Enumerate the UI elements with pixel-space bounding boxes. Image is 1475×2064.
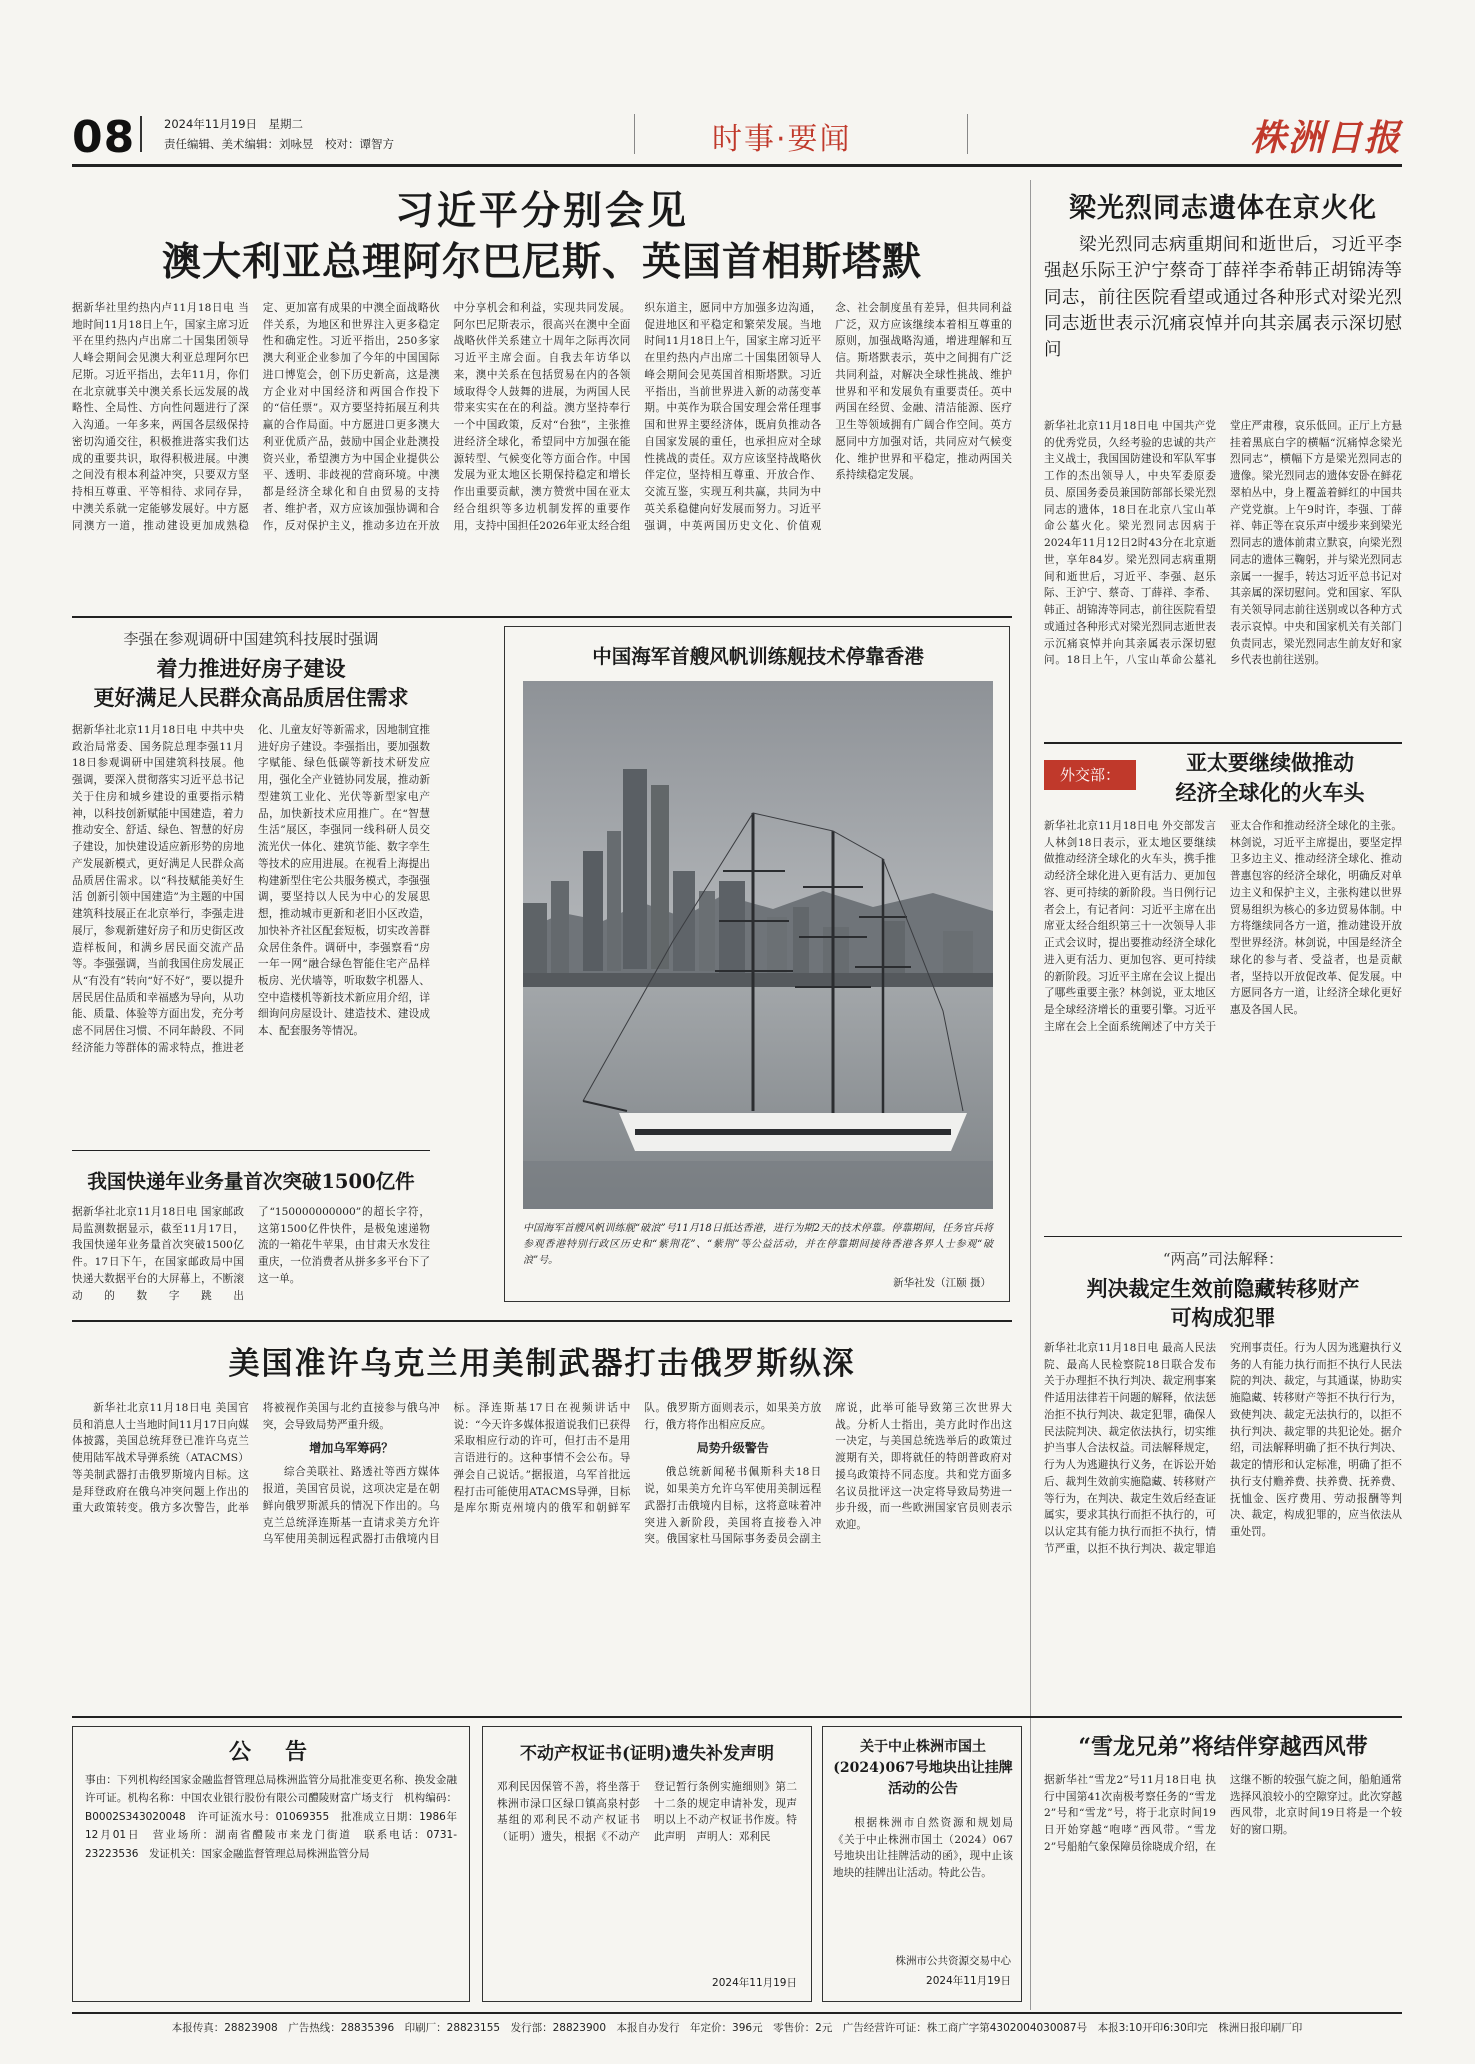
globalization-article-body: 新华社北京11月18日电 外交部发言人林剑18日表示，亚太地区要继续做推动经济全球化的火车头，携手推动经济全球化进入更有活力、更加包容、更可持续的新阶段。当日例行记者会上，有记者问：习近平主席在出席亚太经合组织第三十一次领导人非正式会议时，提出要推动经济全球化进入更有活力、更加包容、更可持续的新阶段。习近平主席在会议上提出了哪些重要主张？林剑说，亚太地区是全球经济增长的重要引擎。习近平主席在会上全面系统阐述了中方关于亚太合作和推动经济全球化的主张。林剑说，习近平主席提出，要坚定捍卫多边主义、推动经济全球化、推动普惠包容的经济全球化，明确反对单边主义和保护主义，主张构建以世界贸易组织为核心的多边贸易体制。中方将继续同各方一道，推动建设开放型世界经济。林剑说，中国是经济全球化的参与者、受益者，也是贡献者，坚持以开放促改革、促发展。中方愿同各方一道，让经济全球化更好惠及各国人民。 — [1044, 820, 1402, 1033]
obit-deck: 梁光烈同志病重期间和逝世后，习近平李强赵乐际王沪宁蔡奇丁薛祥李希韩正胡锦涛等同志，前往医院看望或通过各种形式对梁光烈同志逝世表示沉痛哀悼并向其亲属表示深切慰问 — [1044, 235, 1402, 360]
date-line: 2024年11月19日 星期二 — [164, 117, 304, 131]
land-notice-body: 根据株洲市自然资源和规划局《关于中止株洲市国土（2024）067号地块出让挂牌活动的函》，现中止该地块的挂牌出让活动。特此公告。 — [833, 1817, 1013, 1880]
express-article-body: 据新华社北京11月18日电 国家邮政局监测数据显示，截至11月17日，我国快递年业务量首次突破1500亿件。17日下午，在国家邮政局中国快递大数据平台的大屏幕上，不断滚动的数字跳出了“150000000000”的超长字符，这第1500亿件快件，是极兔速递物流的一箱花牛苹果，由甘肃天水发往重庆，一位消费者从拼多多平台下了这一单。 — [72, 1206, 430, 1302]
property-notice-date: 2024年11月19日 — [712, 1977, 797, 1989]
housing-title-line2: 更好满足人民群众高品质居住需求 — [93, 685, 409, 711]
photo-caption: 中国海军首艘风帆训练舰“破浪”号11月18日抵达香港，进行为期2天的技术停靠。停靠期间，任务官兵将参观香港特别行政区历史和“紫荆花”、“紫荆”等公益活动，并在停靠期间接待香港各界人士参观“破浪”号。 — [523, 1223, 993, 1266]
globalization-title-line1: 亚太要继续做推动 — [1186, 750, 1354, 775]
lead-article-body: 据新华社里约热内卢11月18日电 当地时间11月18日上午，国家主席习近平在里约热内卢出席二十国集团领导人峰会期间会见澳大利亚总理阿尔巴尼斯。习近平指出，去年11月，你们在北京就事关中澳关系长远发展的战略性、全局性、方向性问题进行了深入沟通。一年多来，两国各层级保持密切沟通交往，积极推进落实我们达成的重要共识，取得积极进展。中澳之间没有根本利益冲突，只要双方坚持相互尊重、平等相待、求同存异，中澳关系就一定能够发展好。中方愿同澳方一道，推动建设更加成熟稳定、更加富有成果的中澳全面战略伙伴关系，为地区和世界注入更多稳定性和确定性。习近平指出，250多家澳大利亚企业参加了今年的中国国际进口博览会，创下历史新高，这是澳方企业对中国经济和两国合作投下的“信任票”。双方要坚持拓展互利共赢的合作局面。中方愿进口更多澳大利亚优质产品，鼓励中国企业赴澳投资兴业，希望澳方为中国企业提供公平、透明、非歧视的营商环境。中澳都是经济全球化和自由贸易的支持者、维护者，双方应该加强协调和合作，反对保护主义，推动多边在开放中分享机会和利益，实现共同发展。阿尔巴尼斯表示，很高兴在澳中全面战略伙伴关系建立十周年之际再次同习近平主席会面。自我去年访华以来，澳中关系在包括贸易在内的各领域取得令人鼓舞的进展，为两国人民带来实实在在的利益。澳方坚持奉行一个中国政策，反对“台独”，主张推进经济全球化，希望同中方加强在能源转型、气候变化等方面合作。中国发展为亚太地区长期保持稳定和增长作出重要贡献，澳方赞赏中国在亚太经合组织等多边机制发挥的重要作用，支持中国担任2026年亚太经合组织东道主，愿同中方加强多边沟通，促进地区和平稳定和繁荣发展。当地时间11月18日上午，国家主席习近平在里约热内卢出席二十国集团领导人峰会期间会见英国首相斯塔默。习近平指出，当前世界进入新的动荡变革期。中英作为联合国安理会常任理事国和世界主要经济体，既肩负推动各自国家发展的重任，也承担应对全球性挑战的责任。双方应该坚持战略伙伴定位，坚持相互尊重、开放合作、交流互鉴，实现互利共赢，共同为中英关系稳健向好发展而努力。习近平强调，中英两国历史文化、价值观念、社会制度虽有差异，但共同利益广泛，双方应该继续本着相互尊重的原则，加强战略沟通，增进理解和互信。斯塔默表示，英中之间拥有广泛共同利益，对解决全球性挑战、维护世界和平和发展负有重要责任。英中两国在经贸、金融、清洁能源、医疗卫生等领域拥有广阔合作空间。英方愿同中方加强对话，共同应对气候变化、维护世界和平稳定，推动两国关系持续稳定发展。 — [72, 302, 1012, 532]
announcement-box — [72, 1726, 470, 2002]
snow-dragon-body: 据新华社“雪龙2”号11月18日电 执行中国第41次南极考察任务的“雪龙2”号和“雪龙”号，将于北京时间19日开始穿越“咆哮”西风带。“雪龙2”号船舶气象保障员徐晓成介绍，在这继不断的较强气旋之间，船舶通常选择风浪较小的空隙穿过。此次穿越西风带，北京时间19日将是一个较好的窗口期。 — [1044, 1774, 1402, 1853]
land-notice-box — [822, 1726, 1022, 2002]
section-title: 时事·要闻 — [712, 122, 852, 157]
globalization-title-line2: 经济全球化的火车头 — [1175, 780, 1365, 806]
housing-title — [72, 654, 430, 713]
editors-line: 责任编辑、美术编辑：刘咏昱 校对：谭智方 — [164, 137, 394, 151]
land-notice-signer: 株洲市公共资源交易中心 — [895, 1955, 1011, 1967]
judicial-kicker: “两高”司法解释： — [1162, 1250, 1284, 1268]
property-notice-title: 不动产权证书(证明)遗失补发声明 — [519, 1744, 775, 1764]
page-number: 08 — [72, 112, 136, 163]
usa-title: 美国准许乌克兰用美制武器打击俄罗斯纵深 — [228, 1346, 856, 1382]
ship-photo — [523, 681, 993, 1209]
footer-info: 本报传真：28823908 广告热线：28835396 印刷厂：28823155 发行部：28823900 本报自办发行 年定价：396元 零售价：2元 广告经营许可证：株工商广字第4302004030087号 本报3:10开印6:30印完 株洲日报印刷厂印 — [171, 2022, 1303, 2034]
judicial-title-line2: 可构成犯罪 — [1170, 1305, 1276, 1331]
photo-feature-box — [504, 626, 1010, 1302]
page-header — [72, 108, 1402, 168]
judicial-title-line1: 判决裁定生效前隐藏转移财产 — [1086, 1276, 1360, 1301]
land-notice-title: 关于中止株洲市国土(2024)067号地块出让挂牌活动的公告 — [833, 1739, 1013, 1797]
usa-body-2: 综合美联社、路透社等西方媒体报道，美国官员说，这项决定是在朝鲜向俄罗斯派兵的情况下作出的。乌克兰总统泽连斯基一直请求美方允许乌军使用美制远程武器打击俄境内目标。泽连斯基17日在视频讲话中说：“今天许多媒体报道说我们已获得采取相应行动的许可，但打击不是用言语进行的。这种事情不会公布。导弹会自己说话。”据报道，乌军首批远程打击可能使用ATACMS导弹，目标是库尔斯克州境内的俄军和朝鲜军队。俄罗斯方面则表示，如果美方放行，俄方将作出相应反应。 — [262, 1402, 822, 1546]
photo-credit: 新华社发（江颐 摄） — [893, 1277, 991, 1289]
property-notice-body: 邓利民因保管不善，将坐落于株洲市渌口区绿口镇高泉村彭基组的邓利民不动产权证书（证明）遗失，根据《不动产登记暂行条例实施细则》第二十二条的规定申请补发，现声明以上不动产权证书作废。特此声明 声明人：邓利民 — [497, 1781, 797, 1844]
globalization-title — [1138, 748, 1402, 809]
usa-subhead-2: 局势升级警告 — [696, 1441, 769, 1456]
announcement-title: 公 告 — [228, 1739, 313, 1765]
photo-title: 中国海军首艘风帆训练舰技术停靠香港 — [592, 645, 924, 668]
usa-body-1: 新华社北京11月18日电 美国官员和消息人士当地时间11月17日向媒体披露，美国总统拜登已准许乌克兰使用陆军战术导弹系统（ATACMS）等美制武器打击俄罗斯境内目标。这是拜登政府在俄乌冲突问题上作出的重大政策转变。俄方多次警告，此举将被视作美国与北约直接参与俄乌冲突，会导致局势严重升级。 — [72, 1402, 440, 1515]
masthead-logo: 株洲日报 — [1250, 117, 1403, 159]
judicial-article-body: 新华社北京11月18日电 最高人民法院、最高人民检察院18日联合发布关于办理拒不执行判决、裁定刑事案件适用法律若干问题的解释，依法惩治拒不执行判决、裁定犯罪，确保人民法院判决、裁定依法执行，切实维护当事人合法权益。司法解释规定，行为人为逃避执行义务，在诉讼开始后、裁判生效前实施隐藏、转移财产等行为，在判决、裁定生效后经查证属实，要求其执行而拒不执行的，可以认定其有能力执行而拒不执行，情节严重，以拒不执行判决、裁定罪追究刑事责任。行为人因为逃避执行义务的人有能力执行而拒不执行人民法院的判决、裁定，与其通谋，协助实施隐藏、转移财产等拒不执行行为，致使判决、裁定无法执行的，以拒不执行判决、裁定罪的共犯论处。据介绍，司法解释明确了拒不执行判决、裁定的情形和认定标准，明确了拒不执行支付赡养费、扶养费、抚养费、抚恤金、医疗费用、劳动报酬等判决、裁定，构成犯罪的，应当依法从重处罚。 — [1044, 1342, 1402, 1555]
usa-subhead-1: 增加乌军筹码？ — [309, 1441, 394, 1456]
lead-headline — [72, 186, 1012, 287]
snow-dragon-title: “雪龙兄弟”将结伴穿越西风带 — [1078, 1734, 1368, 1760]
usa-body-3: 俄总统新闻秘书佩斯科夫18日说，如果美方允许乌军使用美制远程武器打击俄境内目标，这将意味着冲突进入新阶段，美国将直接卷入冲突。俄国家杜马国际事务委员会副主席说，此举可能导致第三次世界大战。分析人士指出，美方此时作出这一决定，与美国总统选举后的政策过渡期有关，即将就任的特朗普政府对援乌政策持不同态度。共和党方面多名议员批评这一决定将导致局势进一步升级，而一些欧洲国家官员则表示欢迎。 — [644, 1402, 1012, 1546]
globalization-tag: 外交部： — [1044, 760, 1136, 790]
usa-article — [72, 1400, 1012, 1704]
housing-kicker: 李强在参观调研中国建筑科技展时强调 — [123, 630, 379, 648]
land-notice-date: 2024年11月19日 — [926, 1975, 1011, 1987]
judicial-title — [1044, 1274, 1402, 1333]
obit-title: 梁光烈同志遗体在京火化 — [1069, 193, 1377, 224]
express-title: 我国快递年业务量首次突破1500亿件 — [87, 1170, 415, 1193]
lead-title-line1: 习近平分别会见 — [394, 188, 689, 234]
property-notice-box — [482, 1726, 812, 2002]
housing-article-body: 据新华社北京11月18日电 中共中央政治局常委、国务院总理李强11月18日参观调研中国建筑科技展。他强调，要深入贯彻落实习近平总书记关于住房和城乡建设的重要指示精神，以科技创新赋能中国建造，着力推动安全、舒适、绿色、智慧的好房子建设，加快建设适应新形势的房地产发展新模式，更好满足人民群众高品质居住需求。以“科技赋能美好生活 创新引领中国建造”为主题的中国建筑科技展正在北京举行，李强走进展厅，参观新建好房子和历史街区改造样板间，和满乡居民面交流产品等。李强强调，当前我国住房发展正从“有没有”转向“好不好”，要以提升居民居住品质和幸福感为导向，从功能、质量、体验等方面出发，充分考虑不同居住习惯、不同年龄段、不同经济能力等群体的需求特点，推进老化、儿童友好等新需求，因地制宜推进好房子建设。李强指出，要加强数字赋能、绿色低碳等新技术研发应用，强化全产业链协同发展，推动新型建筑工业化、光伏等新型家电产品，加快新技术应用推广。在“智慧生活”展区，李强同一线科研人员交流光伏一体化、建筑节能、数字孪生等技术的应用进展。在视看上海提出构建新型住宅公共服务模式，李强强调，要坚持以人民为中心的发展思想，推动城市更新和老旧小区改造，加快补齐社区配套短板，切实改善群众居住条件。调研中，李强察看“房一年一网”融合绿色智能住宅产品样板房、光伏墙等，听取数字机器人、空中造楼机等新技术新应用介绍，详细询问房屋设计、建造技术、建设成本、配套服务等情况。 — [72, 724, 430, 1054]
housing-title-line1: 着力推进好房子建设 — [156, 656, 346, 681]
announcement-body: 事由：下列机构经国家金融监督管理总局株洲监管分局批准变更名称、换发金融许可证。机构名称：中国农业银行股份有限公司醴陵财富广场支行 机构编码：B0002S343020048 许可证流水号：01069355 批准成立日期：1986年12月01日 营业场所：湖南省醴陵市来龙门街道 联系电话：0731-23223536 发证机关：国家金融监督管理总局株洲监管分局 — [85, 1774, 457, 1860]
obit-article-body: 新华社北京11月18日电 中国共产党的优秀党员，久经考验的忠诚的共产主义战士，我国国防建设和军队军事工作的杰出领导人，中央军委原委员、原国务委员兼国防部部长梁光烈同志的遗体，18日在北京八宝山革命公墓火化。梁光烈同志因病于2024年11月12日2时43分在北京逝世，享年84岁。梁光烈同志病重期间和逝世后，习近平、李强、赵乐际、王沪宁、蔡奇、丁薛祥、李希、韩正、胡锦涛等同志，前往医院看望或通过各种形式对梁光烈同志逝世表示沉痛哀悼并向其亲属表示深切慰问。18日上午，八宝山革命公墓礼堂庄严肃穆，哀乐低回。正厅上方悬挂着黑底白字的横幅“沉痛悼念梁光烈同志”，横幅下方是梁光烈同志的遗像。梁光烈同志的遗体安卧在鲜花翠柏丛中，身上覆盖着鲜红的中国共产党党旗。上午9时许，李强、丁薛祥、韩正等在哀乐声中缓步来到梁光烈同志的遗体前肃立默哀，向梁光烈同志的遗体三鞠躬，并与梁光烈同志亲属一一握手，转达习近平总书记对其亲属的深切慰问。党和国家、军队有关领导同志前往送别或以各种方式表示哀悼。中央和国家机关有关部门负责同志，梁光烈同志生前友好和家乡代表也前往送别。 — [1044, 420, 1402, 667]
lead-title-line2: 澳大利亚总理阿尔巴尼斯、英国首相斯塔默 — [161, 238, 922, 285]
